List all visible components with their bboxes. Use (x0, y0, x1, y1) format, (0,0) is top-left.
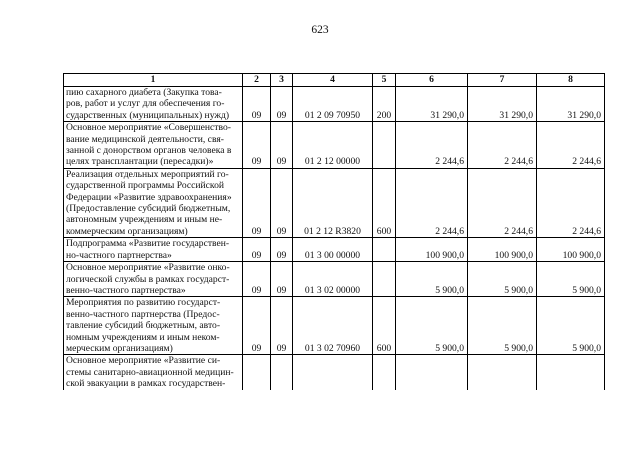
row-expense-type (373, 238, 396, 262)
header-col-6: 6 (396, 74, 468, 87)
description-line: сударственной программы Российской (66, 180, 225, 192)
row-section-code: 09 (243, 87, 271, 122)
table-row (64, 238, 605, 262)
row-subsection-code: 09 (271, 238, 293, 262)
row-target-article: 01 2 09 70950 (293, 87, 373, 122)
budget-table (63, 73, 605, 390)
row-expense-type (373, 355, 396, 390)
description-line: стемы санитарно-авиационной медицин- (66, 366, 234, 378)
row-amount-year1: 100 900,0 (396, 238, 468, 262)
header-col-2: 2 (243, 74, 271, 87)
description-line: целях трансплантации (пересадки)» (66, 156, 214, 168)
row-amount-year1: 5 900,0 (396, 297, 468, 355)
row-amount-year3: 2 244,6 (537, 122, 605, 169)
row-target-article: 01 3 02 00000 (293, 262, 373, 297)
header-col-8: 8 (537, 74, 605, 87)
row-amount-year1 (396, 355, 468, 390)
description-line: номным учреждениям и иным неком- (66, 331, 220, 343)
description-line: мерческим организациям) (66, 342, 173, 354)
description-line: занной с донорством органов человека в (66, 145, 232, 157)
row-subsection-code: 09 (271, 168, 293, 237)
description-line: но-частного партнерства» (66, 249, 172, 261)
row-subsection-code: 09 (271, 122, 293, 169)
header-col-3: 3 (271, 74, 293, 87)
row-expense-type: 600 (373, 168, 396, 237)
description-line: Подпрограмма «Развитие государствен- (66, 238, 230, 250)
row-amount-year1: 31 290,0 (396, 87, 468, 122)
table-row (64, 168, 605, 237)
description-line: Основное мероприятие «Совершенство- (66, 122, 231, 134)
description-line: Основное мероприятие «Развитие си- (66, 355, 221, 367)
table-header-row (64, 74, 605, 87)
row-target-article: 01 3 00 00000 (293, 238, 373, 262)
row-amount-year3: 31 290,0 (537, 87, 605, 122)
row-subsection-code: 09 (271, 87, 293, 122)
row-amount-year2: 2 244,6 (468, 168, 537, 237)
row-description (64, 297, 243, 355)
header-col-5: 5 (373, 74, 396, 87)
row-target-article (293, 355, 373, 390)
row-amount-year2: 5 900,0 (468, 297, 537, 355)
row-expense-type: 200 (373, 87, 396, 122)
row-amount-year3: 2 244,6 (537, 168, 605, 237)
table-row (64, 355, 605, 390)
description-line: Федерации «Развитие здравоохранения» (66, 191, 232, 203)
row-section-code: 09 (243, 262, 271, 297)
row-section-code: 09 (243, 238, 271, 262)
row-target-article: 01 3 02 70960 (293, 297, 373, 355)
row-section-code: 09 (243, 122, 271, 169)
table-body (64, 87, 605, 390)
description-line: ской эвакуации в рамках государствен- (66, 378, 226, 390)
row-amount-year2: 100 900,0 (468, 238, 537, 262)
row-expense-type (373, 262, 396, 297)
description-line: Реализация отдельных мероприятий го- (66, 168, 229, 180)
row-amount-year2 (468, 355, 537, 390)
description-line: пию сахарного диабета (Закупка това- (66, 87, 222, 98)
table-row (64, 122, 605, 169)
description-line: венно-частного партнерства (Предос- (66, 308, 220, 320)
description-line: тавление субсидий бюджетным, авто- (66, 320, 221, 332)
row-amount-year3 (537, 355, 605, 390)
row-amount-year2: 31 290,0 (468, 87, 537, 122)
row-subsection-code (271, 355, 293, 390)
table-row (64, 297, 605, 355)
row-amount-year2: 2 244,6 (468, 122, 537, 169)
header-col-7: 7 (468, 74, 537, 87)
description-line: логической службы в рамках государст- (66, 273, 230, 285)
description-line: сударственных (муниципальных) нужд) (66, 109, 230, 121)
description-line: (Предоставление субсидий бюджетным, (66, 203, 231, 215)
row-target-article: 01 2 12 R3820 (293, 168, 373, 237)
description-line: ров, работ и услуг для обеспечения го- (66, 98, 225, 110)
row-description (64, 355, 243, 390)
header-col-1: 1 (64, 74, 243, 87)
row-amount-year3: 5 900,0 (537, 262, 605, 297)
row-amount-year3: 100 900,0 (537, 238, 605, 262)
row-description (64, 168, 243, 237)
row-section-code: 09 (243, 297, 271, 355)
row-amount-year1: 5 900,0 (396, 262, 468, 297)
description-line: коммерческим организациям) (66, 225, 188, 237)
page-number: 623 (311, 24, 329, 36)
row-amount-year1: 2 244,6 (396, 122, 468, 169)
description-line: Основное мероприятие «Развитие онко- (66, 262, 230, 274)
row-target-article: 01 2 12 00000 (293, 122, 373, 169)
row-expense-type (373, 122, 396, 169)
row-description (64, 87, 243, 122)
row-subsection-code: 09 (271, 297, 293, 355)
description-line: Мероприятия по развитию государст- (66, 297, 221, 309)
description-line: венно-частного партнерства» (66, 284, 186, 296)
row-amount-year2: 5 900,0 (468, 262, 537, 297)
row-expense-type: 600 (373, 297, 396, 355)
row-description (64, 262, 243, 297)
row-amount-year3: 5 900,0 (537, 297, 605, 355)
row-description (64, 122, 243, 169)
row-section-code (243, 355, 271, 390)
row-subsection-code: 09 (271, 262, 293, 297)
description-line: автономным учреждениям и иным не- (66, 214, 223, 226)
table-row (64, 262, 605, 297)
header-col-4: 4 (293, 74, 373, 87)
row-section-code: 09 (243, 168, 271, 237)
row-amount-year1: 2 244,6 (396, 168, 468, 237)
table-row (64, 87, 605, 122)
row-description (64, 238, 243, 262)
description-line: вание медицинской деятельности, свя- (66, 133, 224, 145)
